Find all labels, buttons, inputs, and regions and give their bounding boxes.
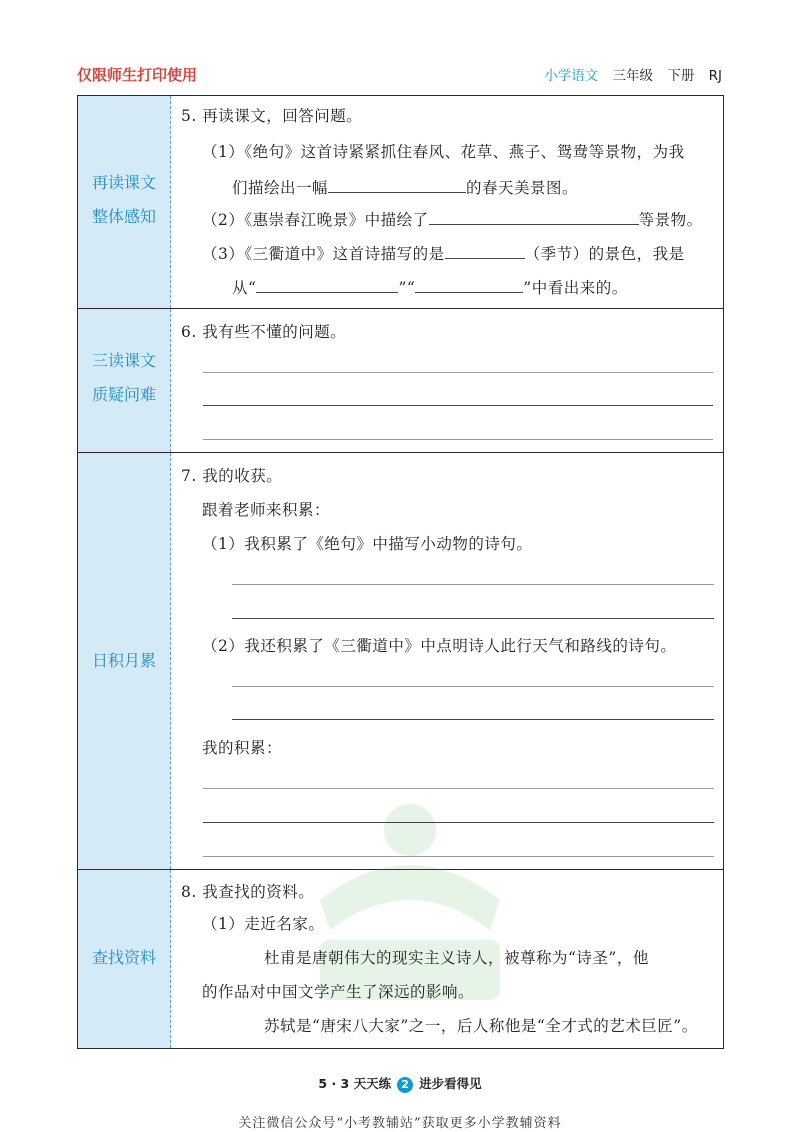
section-label-research: 查找资料: [91, 948, 156, 967]
writing-line[interactable]: [232, 584, 714, 585]
q5-part3-line2: [232, 276, 628, 298]
q8-paragraph1-line2: 的作品对中国文学产生了深远的影响。: [202, 983, 475, 1001]
section-label-questions: 质疑问难: [91, 385, 156, 404]
section-label-overview: 整体感知: [91, 207, 156, 226]
writing-line[interactable]: [203, 788, 714, 789]
q5-part2-pre: （2）《惠崇春江晚景》中描绘了: [202, 211, 429, 229]
table-right-border: [723, 95, 724, 1049]
writing-line[interactable]: [203, 405, 713, 406]
section-label-accumulate: 日积月累: [91, 651, 156, 670]
badge-icon: 2: [397, 1077, 413, 1093]
q5-part3-quote-open: 从“: [232, 279, 257, 297]
answer-blank-scenery[interactable]: [429, 210, 639, 225]
q8-part1: （1）走近名家。: [202, 915, 325, 933]
q7-title: 7. 我的收获。: [181, 467, 283, 485]
writing-line[interactable]: [203, 372, 713, 373]
q8-paragraph2: 苏轼是“唐宋八大家”之一，后人称他是“全才式的艺术巨匠”。: [264, 1017, 698, 1035]
section-label-reread: 再读课文: [91, 173, 156, 192]
print-notice: 仅限师生打印使用: [77, 66, 198, 84]
volume: 下册: [667, 68, 695, 84]
writing-line[interactable]: [232, 618, 714, 619]
q5-part3-quote-mid: ”“: [398, 279, 416, 297]
table-divider-1: [77, 308, 724, 309]
table-divider-2: [77, 452, 724, 453]
edition: RJ: [708, 68, 722, 84]
q5-part1-pre: 们描绘出一幅: [232, 179, 329, 197]
q6-title: 6. 我有些不懂的问题。: [181, 323, 347, 341]
answer-blank-quote-1[interactable]: [256, 278, 398, 293]
answer-blank-picture[interactable]: [328, 178, 466, 193]
answer-blank-season[interactable]: [445, 244, 525, 259]
q8-paragraph1-line1: 杜甫是唐朝伟大的现实主义诗人，被尊称为“诗圣”，他: [264, 949, 649, 967]
table-bottom-border: [77, 1048, 724, 1049]
footer-brand-left: 5 · 3 天天练: [318, 1076, 392, 1091]
q5-part1-post: 的春天美景图。: [466, 179, 579, 197]
q5-part2: [202, 208, 703, 230]
footer-brand-right: 进步看得见: [419, 1076, 482, 1091]
subject: 小学语文: [544, 68, 599, 84]
footer-brand: [0, 1074, 800, 1093]
table-left-border: [77, 95, 78, 1049]
book-info: [544, 64, 722, 84]
q8-title: 8. 我查找的资料。: [181, 883, 315, 901]
grade: 三年级: [612, 68, 654, 84]
q5-part3-line1: [202, 242, 685, 264]
writing-line[interactable]: [203, 856, 714, 857]
writing-line[interactable]: [232, 719, 714, 720]
q5-part3-pre: （3）《三衢道中》这首诗描写的是: [202, 245, 445, 263]
q5-part3-post: （季节）的景色，我是: [524, 245, 685, 263]
q7-intro: 跟着老师来积累：: [202, 501, 331, 519]
section-label-third-read: 三读课文: [91, 351, 156, 370]
q5-part1-line1: （1）《绝句》这首诗紧紧抓住春风、花草、燕子、鸳鸯等景物，为我: [202, 143, 685, 161]
answer-blank-quote-2[interactable]: [415, 278, 523, 293]
table-top-border: [77, 95, 724, 96]
writing-line[interactable]: [203, 822, 714, 823]
writing-line[interactable]: [232, 686, 714, 687]
q5-part1-line2: [232, 176, 578, 198]
bottom-note: 关注微信公众号“小考教辅站”获取更多小学教辅资料: [238, 1116, 562, 1131]
q5-part3-quote-close: ”中看出来的。: [523, 279, 628, 297]
q7-mine: 我的积累：: [202, 739, 283, 757]
q5-part2-post: 等景物。: [638, 211, 703, 229]
q7-part2: （2）我还积累了《三衢道中》中点明诗人此行天气和路线的诗句。: [202, 637, 677, 655]
q5-title: 5. 再读课文，回答问题。: [181, 107, 363, 125]
writing-line[interactable]: [203, 439, 713, 440]
q7-part1: （1）我积累了《绝句》中描写小动物的诗句。: [202, 535, 533, 553]
